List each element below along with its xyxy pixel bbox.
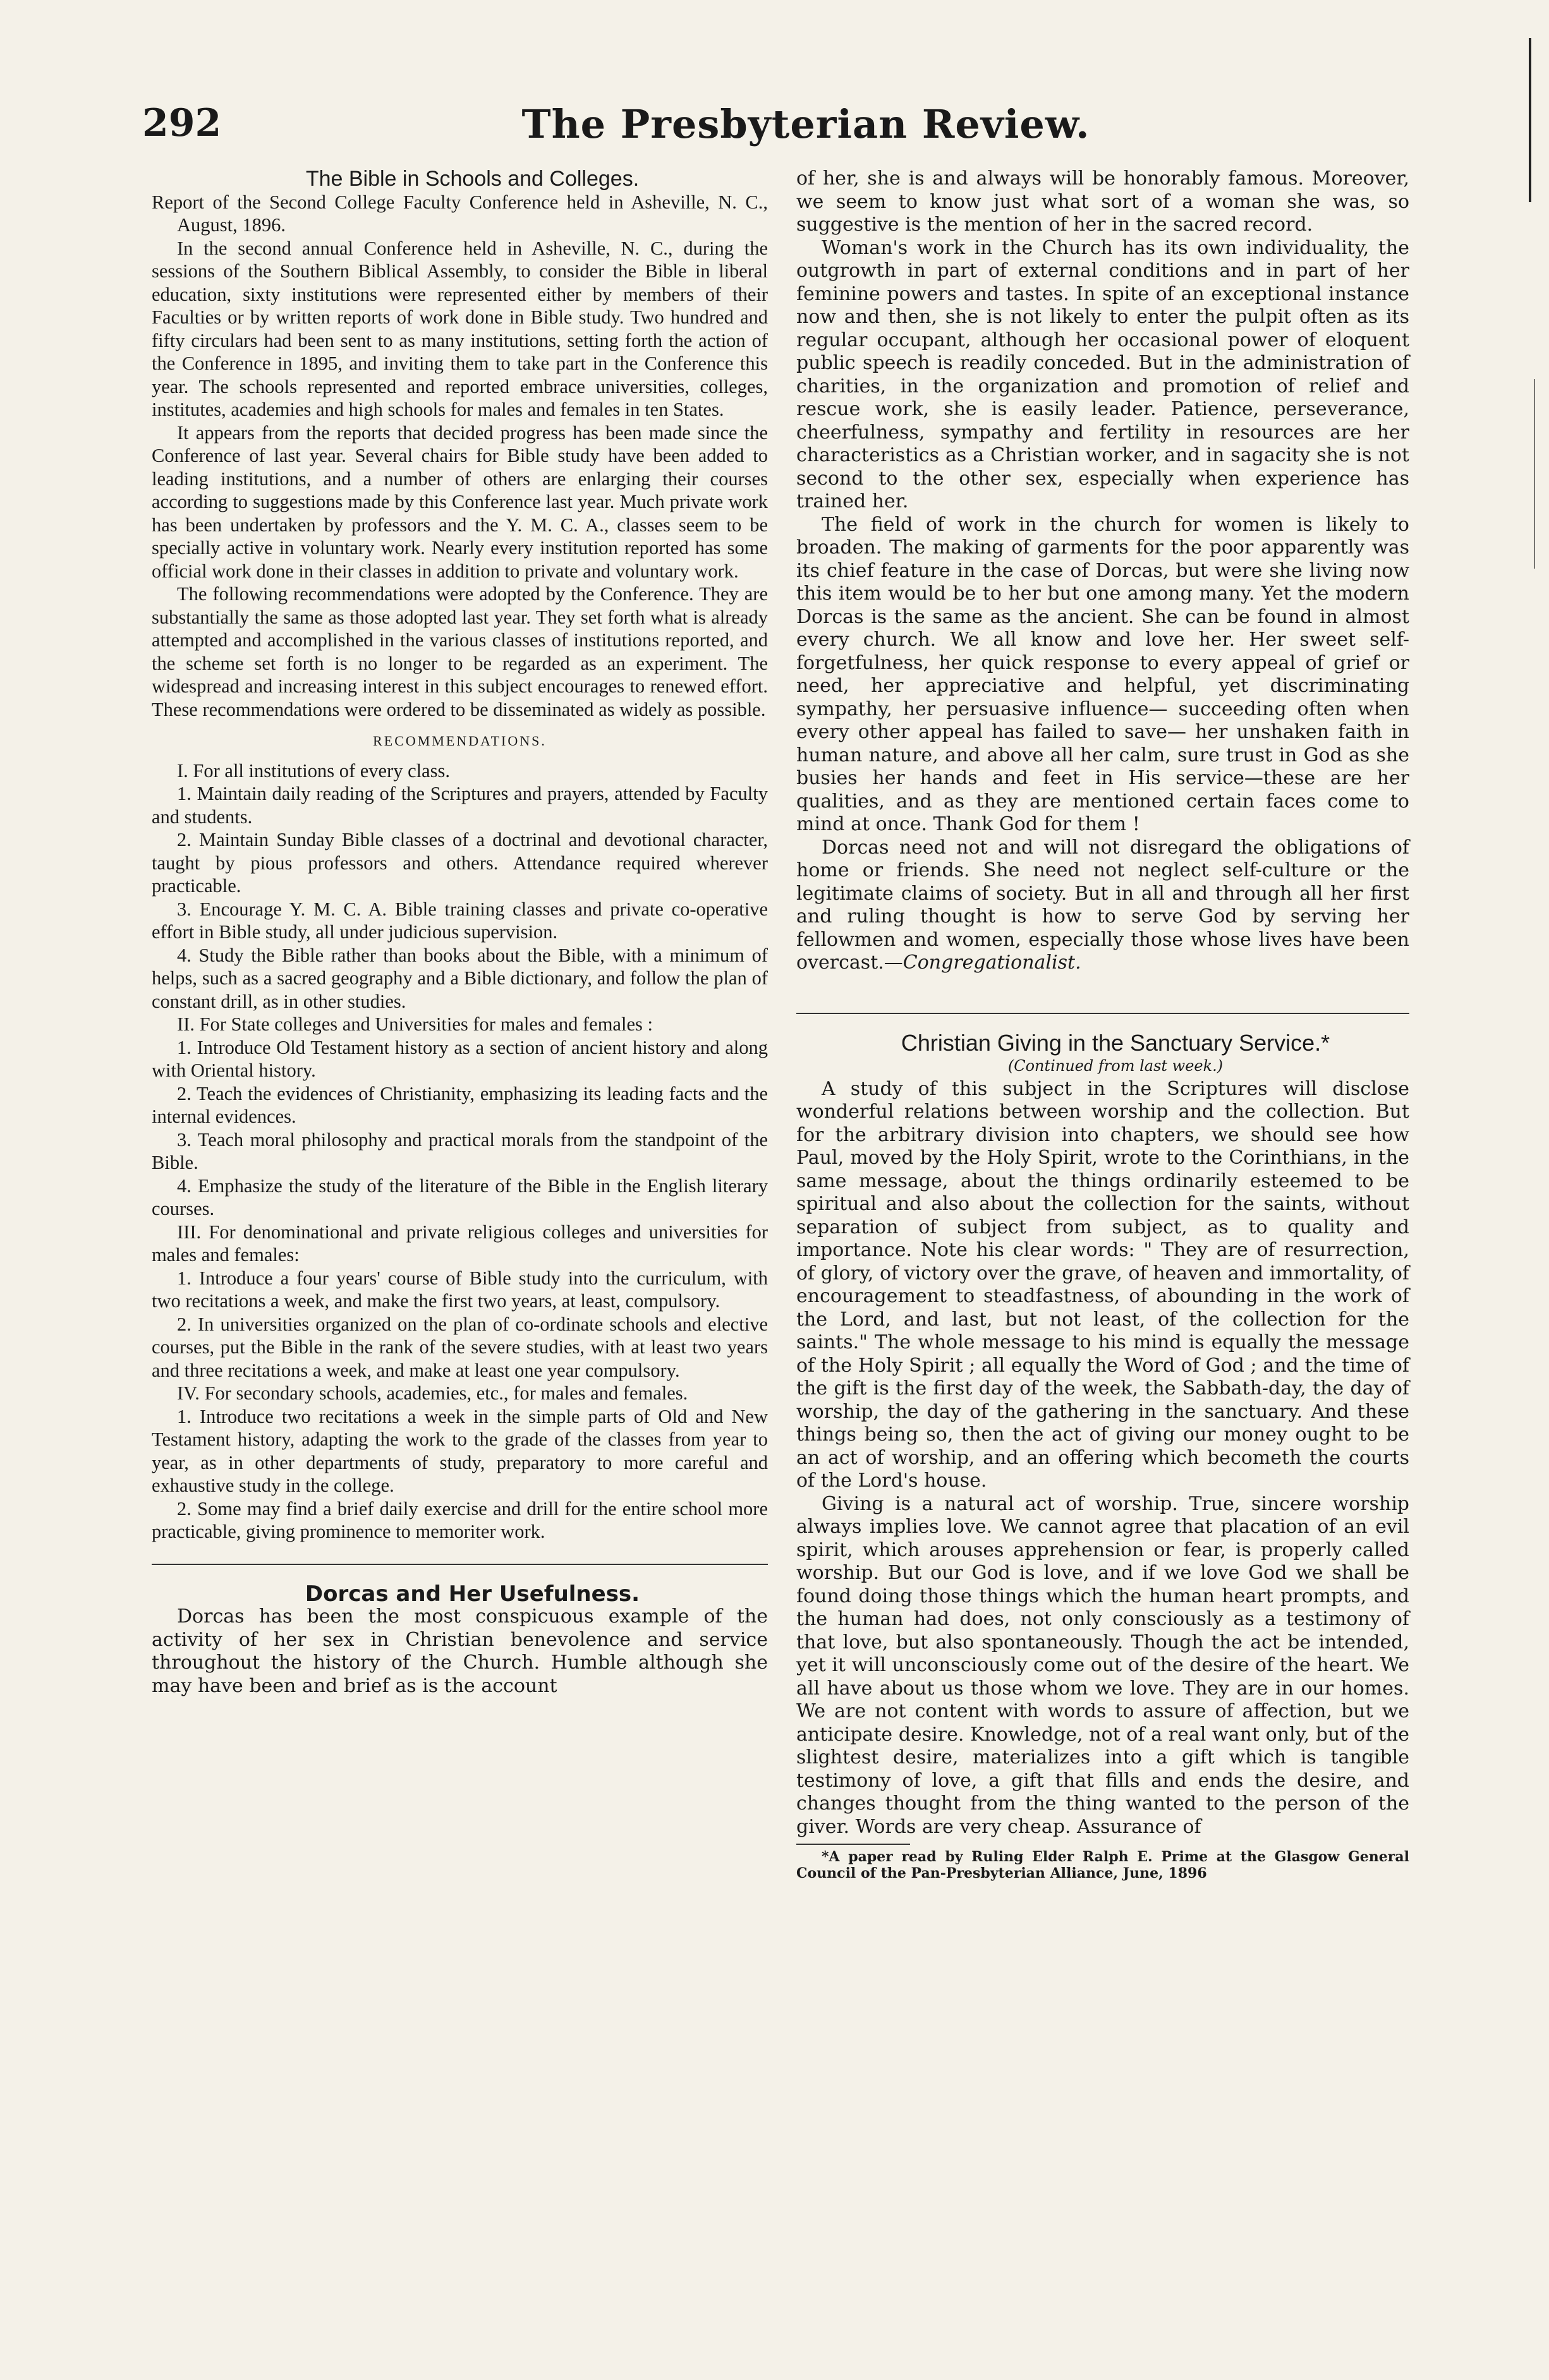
paragraph: The following recommendations were adopted by the Conference. They are substantially the same as those adopted last year. They set forth what is already attempted and accomplished in the various classes of institutions reported, and the scheme set forth is no longer to be regarded as an experiment. The widespread and increasing interest in this subject encourages to renewed effort. These recommendations were ordered to be disseminated as widely as possible.	[152, 583, 768, 720]
list-item: 2. Teach the evidences of Christianity, emphasizing its leading facts and the internal evidences.	[152, 1082, 768, 1127]
section-heading: III. For denominational and private religious colleges and universities for males and females:	[152, 1221, 768, 1266]
footnote: *A paper read by Ruling Elder Ralph E. Prime at the Glasgow General Council of the Pan-Presbyterian Alliance, June, 1896	[796, 1849, 1409, 1882]
list-item: 3. Encourage Y. M. C. A. Bible training classes and private co-operative effort in Bible study, all under judicious supervision.	[152, 898, 768, 943]
list-item: 2. Maintain Sunday Bible classes of a doctrinal and devotional character, taught by pious professors and others. Attendance required wherever practicable.	[152, 829, 768, 897]
source-attribution: Congregationalist.	[902, 951, 1081, 974]
paragraph: Woman's work in the Church has its own individuality, the outgrowth in part of external conditions and in part of her feminine powers and tastes. In spite of an exceptional instance now and then, she is not likely to enter the pulpit often as its regular occupant, although her occasional power of eloquent public speech is readily conceded. But in the administration of charities, in the organization and promotion of relief and rescue work, she is easily leader. Patience, perseverance, cheerfulness, sympathy and fertility in resources are her characteristics as a Christian worker, and in sagacity she is not second to the other sex, especially when experience has trained her.	[796, 236, 1409, 512]
article-intro: Report of the Second College Faculty Conference held in Asheville, N. C., August, 1896.	[152, 191, 768, 236]
scan-edge-line	[1529, 38, 1531, 202]
recommendations-heading: RECOMMENDATIONS.	[373, 733, 547, 749]
section-heading: II. For State colleges and Universities for males and females :	[177, 1013, 653, 1035]
section-heading: IV. For secondary schools, academies, etc., for males and females.	[177, 1382, 688, 1404]
paragraph	[796, 837, 1409, 975]
article-divider	[796, 1013, 1409, 1014]
paragraph: Giving is a natural act of worship. True, sincere worship always implies love. We cannot agree that placation of an evil spirit, which arouses apprehension or fear, is properly called worship. But our God is love, and if we love God we shall be found doing those things which the human heart prompts, and the human had does, not only consciously as a testimony of that love, but also spontaneously. Though the act be intended, yet it will unconsciously come out of the desire of the heart. We all have about us those whom we love. They are in our homes. We are not content with words to assure of affection, but we anticipate desire. Knowledge, not of a real want only, but of the slightest desire, materializes into a gift which is tangible testimony of love, a gift that fills and ends the desire, and changes thought from the thing wanted to the person of the giver. Words are very cheap. Assurance of	[796, 1492, 1409, 1838]
list-item: 1. Introduce a four years' course of Bible study into the curriculum, with two recitations a week, and make the first two years, at least, compulsory.	[152, 1267, 768, 1312]
article-title-christian-giving: Christian Giving in the Sanctuary Service.*	[901, 1029, 1330, 1056]
list-item: 2. Some may find a brief daily exercise and drill for the entire school more practicable, giving prominence to memoriter work.	[152, 1497, 768, 1542]
page-header	[142, 101, 1394, 152]
page-number: 292	[142, 101, 222, 145]
paragraph-text: Dorcas need not and will not disregard the obligations of home or friends. She need not neglect self-culture or the legitimate claims of society. But in all and through all her first and ruling thought is how to serve God by serving her fellowmen and women, especially those whose lives have been overcast.—	[796, 836, 1409, 974]
left-column	[152, 167, 768, 1698]
scan-margin-marks	[1511, 0, 1549, 2380]
section-heading: I. For all institutions of every class.	[177, 759, 451, 782]
list-item: 3. Teach moral philosophy and practical morals from the standpoint of the Bible.	[152, 1128, 768, 1173]
list-item: 1. Maintain daily reading of the Scriptures and prayers, attended by Faculty and students.	[152, 783, 768, 828]
right-column	[796, 167, 1409, 1882]
list-item: 1. Introduce Old Testament history as a section of ancient history and along with Oriental history.	[152, 1036, 768, 1081]
article-title-dorcas: Dorcas and Her Usefulness.	[305, 1581, 640, 1607]
list-item: 1. Introduce two recitations a week in the simple parts of Old and New Testament history, adapting the work to the grade of the classes from year to year, as in other departments of study, preparatory to more careful and exhaustive study in the college.	[152, 1405, 768, 1496]
scan-edge-line	[1534, 379, 1535, 569]
paragraph: In the second annual Conference held in Asheville, N. C., during the sessions of the Southern Biblical Assembly, to consider the Bible in liberal education, sixty institutions were represented either by members of their Faculties or by written reports of work done in Bible study. Two hundred and fifty circulars had been sent to as many institutions, setting forth the action of the Conference in 1895, and inviting them to take part in the Conference this year. The schools represented and reported embrace universities, colleges, institutes, academies and high schools for males and females in ten States.	[152, 237, 768, 420]
paragraph: The field of work in the church for women is likely to broaden. The making of garments for the poor apparently was its chief feature in the case of Dorcas, but were she living now this item would be to her but one among many. Yet the modern Dorcas is the same as the ancient. She can be found in almost every church. We all know and love her. Her sweet self-forgetfulness, her quick response to every appeal of grief or need, her appreciative and helpful, yet discriminating sympathy, her persuasive influence— succeeding often when every other appeal has failed to save— her unshaken faith in human nature, and above all her calm, sure trust in God as she busies her hands and feet in His service—these are her qualities, and as they are mentioned certain faces come to mind at once. Thank God for them !	[796, 513, 1409, 835]
paragraph: of her, she is and always will be honorably famous. Moreover, we seem to know just what sort of a woman she was, so suggestive is the mention of her in the sacred record.	[796, 167, 1409, 236]
list-item: 4. Emphasize the study of the literature of the Bible in the English literary courses.	[152, 1175, 768, 1219]
journal-title: The Presbyterian Review.	[521, 101, 1090, 147]
paragraph: Dorcas has been the most conspicuous example of the activity of her sex in Christian benevolence and service throughout the history of the Church. Humble although she may have been and brief as is the account	[152, 1605, 768, 1697]
footnote-rule	[796, 1844, 910, 1845]
list-item: 4. Study the Bible rather than books about the Bible, with a minimum of helps, such as a sacred geography and a Bible dictionary, and follow the plan of constant drill, as in other studies.	[152, 944, 768, 1012]
article-title-bible-in-schools: The Bible in Schools and Colleges.	[305, 167, 640, 191]
paragraph: A study of this subject in the Scriptures will disclose wonderful relations between worship and the collection. But for the arbitrary division into chapters, we should see how Paul, moved by the Holy Spirit, wrote to the Corinthians, in the same message, about the things ordinarily esteemed to be spiritual and also about the collection for the saints, without separation of subject from subject, as to quality and importance. Note his clear words: " They are of resurrection, of glory, of victory over the grave, of heaven and immortality, of encouragement to steadfastness, of abounding in the work of the Lord, and last, but not least, of the collection for the saints." The whole message to his mind is equally the message of the Holy Spirit ; all equally the Word of God ; and the time of the gift is the first day of the week, the Sabbath-day, the day of worship, the day of the gathering in the sanctuary. And these things being so, then the act of giving our money ought to be an act of worship, and an offering which becometh the courts of the Lord's house.	[796, 1077, 1409, 1492]
article-divider	[152, 1564, 768, 1565]
list-item: 2. In universities organized on the plan of co-ordinate schools and elective courses, put the Bible in the rank of the severe studies, with at least two years and three recitations a week, and make at least one year compulsory.	[152, 1313, 768, 1381]
paragraph: It appears from the reports that decided progress has been made since the Conference of last year. Several chairs for Bible study have been added to leading institutions, and a number of others are enlarging their courses according to suggestions made by this Conference last year. Much private work has been undertaken by professors and the Y. M. C. A., classes seem to be specially active in voluntary work. Nearly every institution reported has some official work done in their classes in addition to private and voluntary work.	[152, 421, 768, 582]
article-subtitle: (Continued from last week.)	[1007, 1057, 1224, 1075]
